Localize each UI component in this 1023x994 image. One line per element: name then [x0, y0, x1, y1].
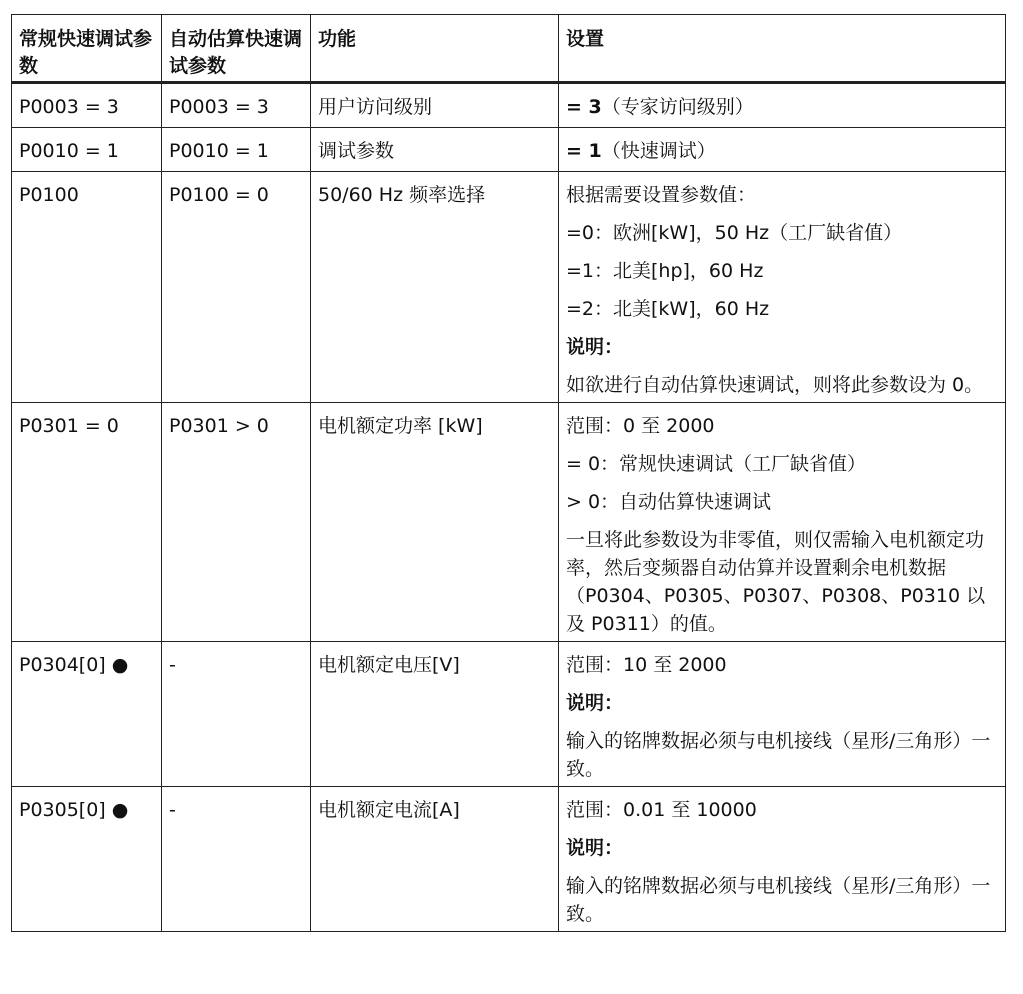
- setting-prefix: =: [566, 140, 589, 162]
- table-header-row: [12, 15, 1006, 83]
- table-row: [12, 642, 1006, 787]
- setting-line: =1：北美[hp]，60 Hz: [566, 260, 764, 282]
- note-label: 说明：: [566, 837, 624, 859]
- function: 电机额定电流[A]: [311, 787, 559, 932]
- table-row: [12, 128, 1006, 172]
- table-row: [12, 787, 1006, 932]
- setting-value: 1: [588, 140, 602, 162]
- header-standard-params: 常规快速调试参数: [12, 15, 162, 83]
- setting-line: 范围：0.01 至 10000: [566, 799, 757, 821]
- function: 调试参数: [311, 128, 559, 172]
- function: 用户访问级别: [311, 83, 559, 128]
- auto-param: P0100 = 0: [162, 172, 311, 403]
- settings: [559, 403, 1006, 642]
- standard-param: P0100: [12, 172, 162, 403]
- note-text: 一旦将此参数设为非零值，则仅需输入电机额定功率，然后变频器自动估算并设置剩余电机数据（P0304、P0305、P0307、P0308、P0310 以及 P0311）的值。: [566, 529, 986, 635]
- table-row: [12, 83, 1006, 128]
- setting-line: =0：欧洲[kW]，50 Hz（工厂缺省值）: [566, 222, 903, 244]
- auto-param: P0301 > 0: [162, 403, 311, 642]
- note-text: 输入的铭牌数据必须与电机接线（星形/三角形）一致。: [566, 875, 991, 925]
- auto-param: P0010 = 1: [162, 128, 311, 172]
- setting-description: （专家访问级别）: [601, 96, 754, 118]
- settings: [559, 83, 1006, 128]
- setting-line: 根据需要设置参数值：: [566, 184, 757, 206]
- setting-line: 范围：0 至 2000: [566, 415, 715, 437]
- setting-line: =2：北美[kW]，60 Hz: [566, 298, 770, 320]
- setting-line: = 0：常规快速调试（工厂缺省值）: [566, 453, 867, 475]
- header-auto-estimate-params: 自动估算快速调试参数: [162, 15, 311, 83]
- auto-param: -: [162, 642, 311, 787]
- standard-param: P0010 = 1: [12, 128, 162, 172]
- function: 电机额定电压[V]: [311, 642, 559, 787]
- setting-line: > 0：自动估算快速调试: [566, 491, 772, 513]
- auto-param: -: [162, 787, 311, 932]
- note-text: 输入的铭牌数据必须与电机接线（星形/三角形）一致。: [566, 730, 991, 780]
- table-row: [12, 403, 1006, 642]
- setting-value: 3: [588, 96, 602, 118]
- header-settings: 设置: [559, 15, 1006, 83]
- note-text: 如欲进行自动估算快速调试，则将此参数设为 0。: [566, 374, 984, 396]
- parameter-table-container: [11, 14, 1005, 932]
- standard-param: P0301 = 0: [12, 403, 162, 642]
- function: 电机额定功率 [kW]: [311, 403, 559, 642]
- auto-param: P0003 = 3: [162, 83, 311, 128]
- setting-prefix: =: [566, 96, 589, 118]
- standard-param: P0304[0] ●: [12, 642, 162, 787]
- header-function: 功能: [311, 15, 559, 83]
- function: 50/60 Hz 频率选择: [311, 172, 559, 403]
- settings: [559, 642, 1006, 787]
- quick-commissioning-table: [11, 14, 1006, 932]
- standard-param: P0305[0] ●: [12, 787, 162, 932]
- standard-param: P0003 = 3: [12, 83, 162, 128]
- settings: [559, 128, 1006, 172]
- note-label: 说明：: [566, 692, 624, 714]
- note-label: 说明：: [566, 336, 624, 358]
- table-row: [12, 172, 1006, 403]
- settings: [559, 172, 1006, 403]
- settings: [559, 787, 1006, 932]
- setting-line: 范围：10 至 2000: [566, 654, 727, 676]
- setting-description: （快速调试）: [601, 140, 716, 162]
